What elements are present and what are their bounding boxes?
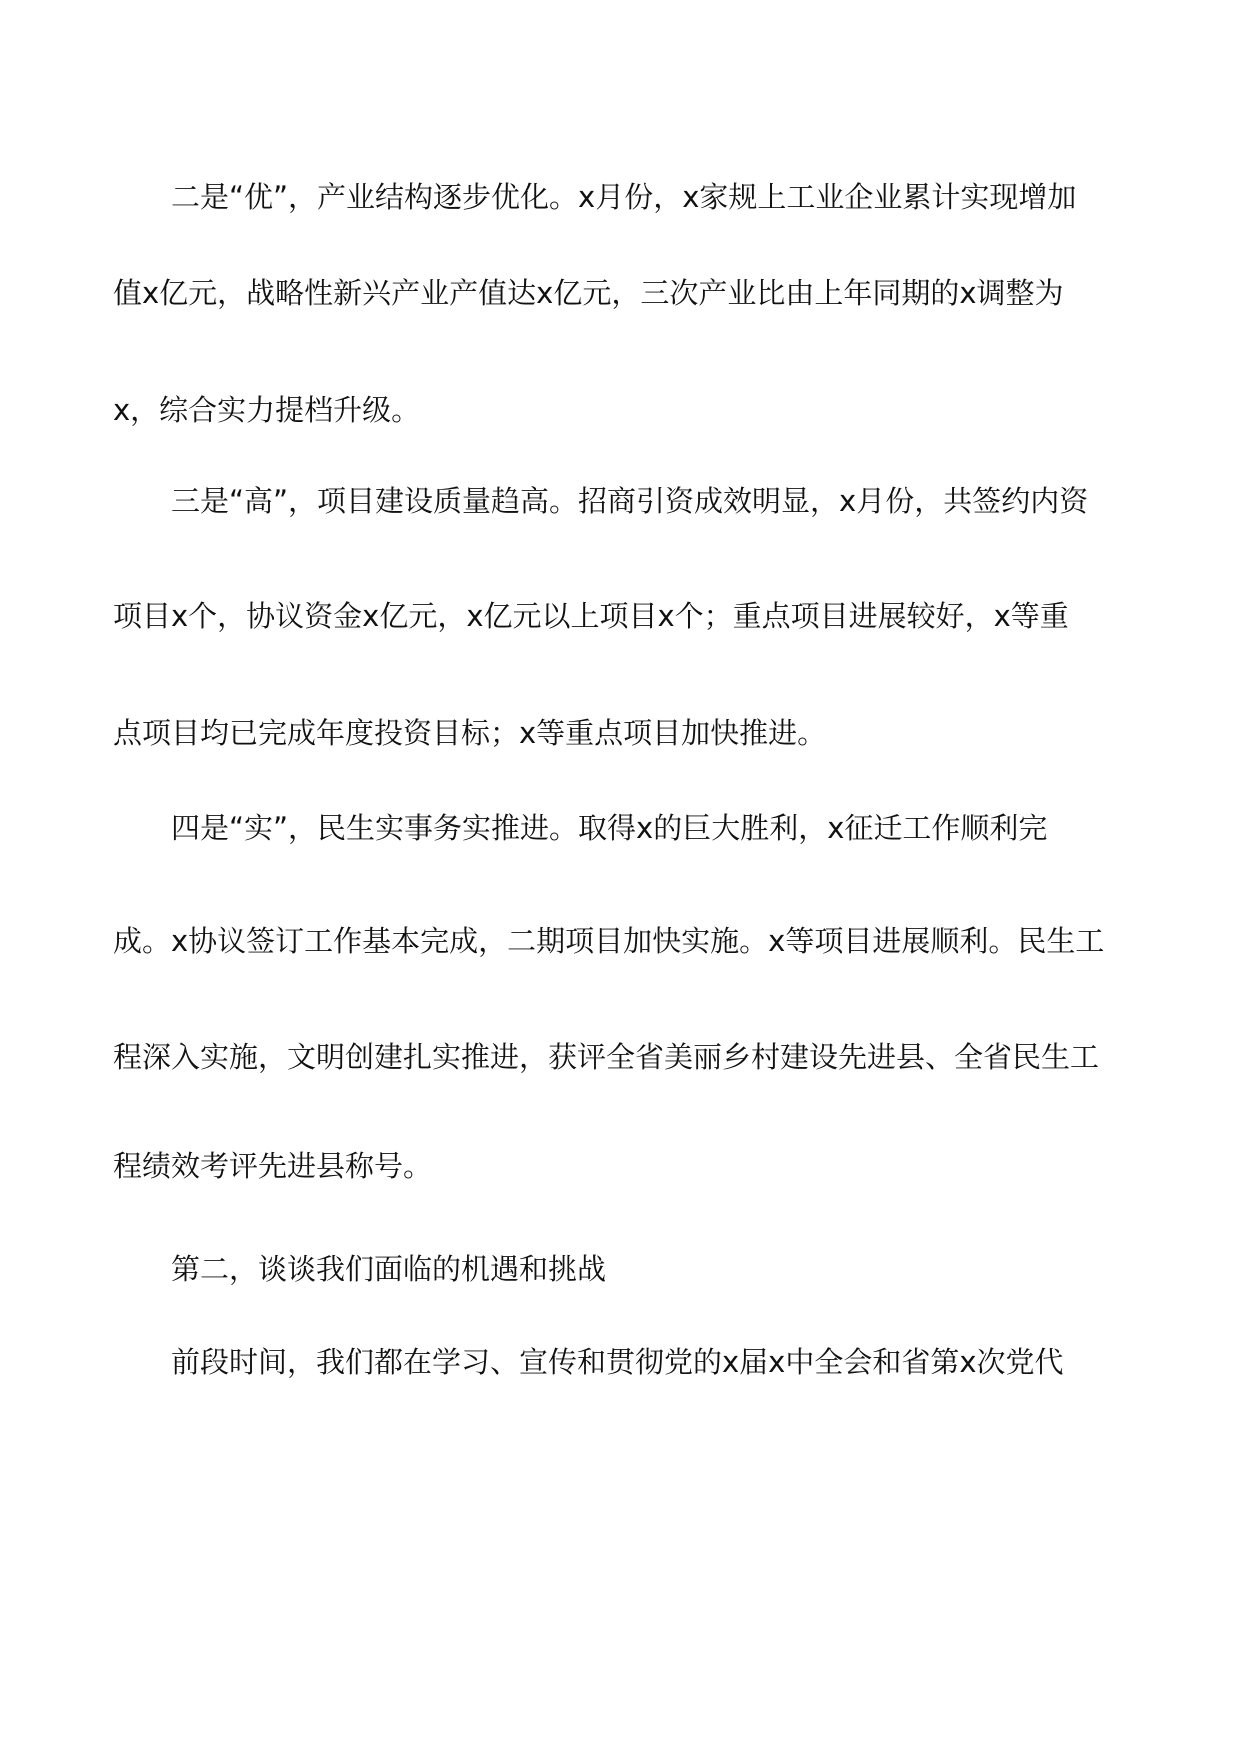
paragraph-2-line-2: 值x亿元，战略性新兴产业产值达x亿元，三次产业比由上年同期的x调整为 [113,276,1064,310]
paragraph-4-line-3: 程深入实施，文明创建扎实推进，获评全省美丽乡村建设先进县、全省民生工 [113,1040,1100,1074]
paragraph-3-line-1: 三是“高”，项目建设质量趋高。招商引资成效明显，x月份，共签约内资 [171,484,1089,518]
section-heading: 第二，谈谈我们面临的机遇和挑战 [171,1252,607,1286]
paragraph-2-line-1: 二是“优”，产业结构逐步优化。x月份，x家规上工业企业累计实现增加 [171,180,1077,214]
paragraph-3-line-3: 点项目均已完成年度投资目标；x等重点项目加快推进。 [113,716,827,750]
paragraph-4-line-1: 四是“实”，民生实事务实推进。取得x的巨大胜利，x征迁工作顺利完 [171,811,1048,845]
paragraph-5-line-1: 前段时间，我们都在学习、宣传和贯彻党的x届x中全会和省第x次党代 [171,1345,1064,1379]
paragraph-2-line-3: x，综合实力提档升级。 [113,393,421,427]
paragraph-3-line-2: 项目x个，协议资金x亿元，x亿元以上项目x个；重点项目进展较好，x等重 [113,599,1069,633]
paragraph-4-line-4: 程绩效考评先进县称号。 [113,1149,433,1183]
paragraph-4-line-2: 成。x协议签订工作基本完成，二期项目加快实施。x等项目进展顺利。民生工 [113,924,1105,958]
